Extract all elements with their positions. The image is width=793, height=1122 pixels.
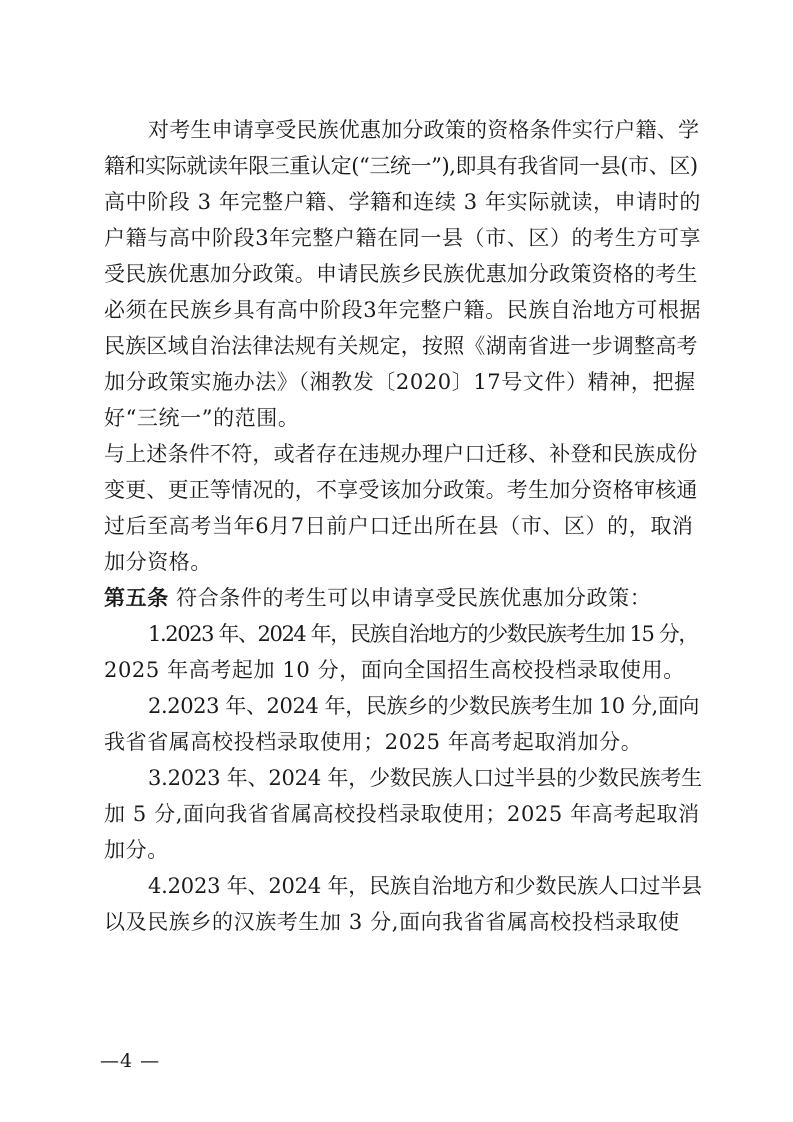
text-line: 1.2023 年、2024 年，民族自治地方的少数民族考生加 15 分，: [148, 622, 698, 646]
text-line: 与上述条件不符，或者存在违规办理户口迁移、补登和民族成份: [104, 442, 698, 466]
text-line: 好“三统一”的范围。: [104, 406, 300, 430]
article-label: 第五条: [104, 585, 169, 610]
text-line: 对考生申请享受民族优惠加分政策的资格条件实行户籍、学: [148, 118, 700, 142]
text-line: 加 5 分,面向我省省属高校投档录取使用；2025 年高考起取消: [104, 802, 700, 826]
page-number: —4 —: [100, 1050, 161, 1072]
text-line: 2.2023 年、2024 年，民族乡的少数民族考生加 10 分,面向: [148, 694, 700, 718]
text-line: 籍和实际就读年限三重认定(“三统一”),即具有我省同一县(市、区): [104, 154, 698, 178]
text-line: 2025 年高考起加 10 分，面向全国招生高校投档录取使用。: [104, 658, 685, 682]
text-line: 户籍与高中阶段3年完整户籍在同一县（市、区）的考生方可享: [104, 226, 702, 250]
text-line: 3.2023 年、2024 年，少数民族人口过半县的少数民族考生: [148, 766, 702, 790]
article-text: 符合条件的考生可以申请享受民族优惠加分政策：: [176, 586, 652, 610]
text-line: 民族区域自治法律法规有关规定，按照《湖南省进一步调整高考: [104, 334, 698, 358]
text-line: 高中阶段 3 年完整户籍、学籍和连续 3 年实际就读，申请时的: [104, 190, 702, 214]
text-line: 加分政策实施办法》（湘教发〔2020〕17号文件）精神，把握: [104, 370, 696, 394]
text-line: 以及民族乡的汉族考生加 3 分,面向我省省属高校投档录取使: [104, 910, 680, 934]
text-line: 变更、更正等情况的，不享受该加分政策。考生加分资格审核通: [104, 478, 698, 502]
text-line: 必须在民族乡具有高中阶段3年完整户籍。民族自治地方可根据: [104, 298, 702, 322]
text-line: 加分。: [104, 838, 169, 862]
text-line: 我省省属高校投档录取使用；2025 年高考起取消加分。: [104, 730, 643, 754]
article-line: [104, 586, 651, 610]
text-line: 加分资格。: [104, 550, 212, 574]
text-line: 过后至高考当年6月7日前户口迁出所在县（市、区）的，取消: [104, 514, 694, 538]
text-line: 受民族优惠加分政策。申请民族乡民族优惠加分政策资格的考生: [104, 262, 698, 286]
text-line: 4.2023 年、2024 年，民族自治地方和少数民族人口过半县: [148, 874, 702, 898]
